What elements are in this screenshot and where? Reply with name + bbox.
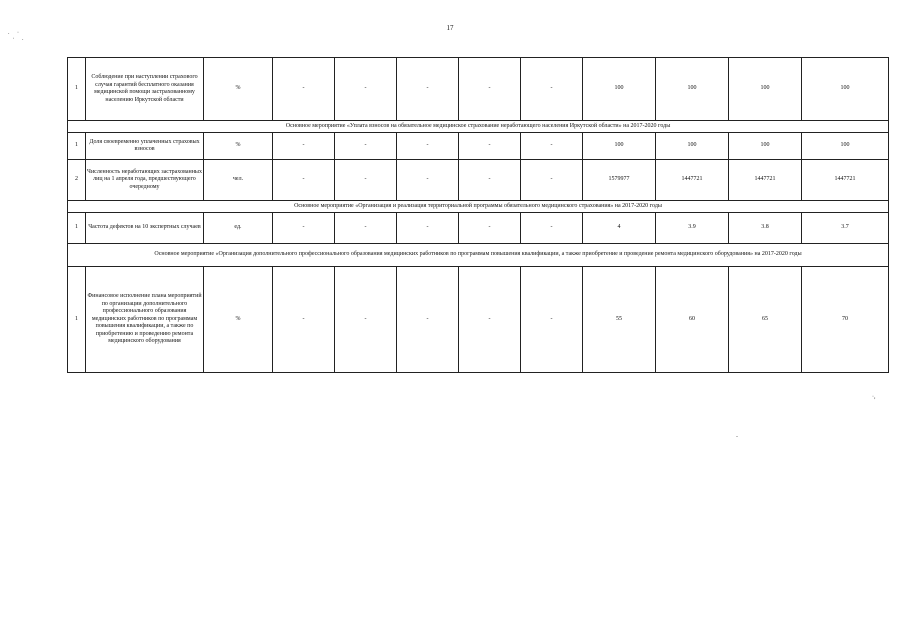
unit-cell: ед. xyxy=(204,213,273,244)
value-cell: 70 xyxy=(802,267,889,373)
value-cell: - xyxy=(397,160,459,201)
section-title: Основное мероприятие «Организация дополнительного профессионального образования медицинских работников по программам повышения квалификации, а также приобретение и проведение ремонта медицинского оборудования» на 2017-2020 годы xyxy=(68,244,889,267)
value-cell: - xyxy=(273,267,335,373)
section-row xyxy=(68,244,889,267)
value-cell: - xyxy=(459,160,521,201)
indicator-name: Соблюдение при наступлении страхового случая гарантий бесплатного оказания медицинской помощи застрахованному населению Иркутской области xyxy=(86,58,204,121)
value-cell: 1447721 xyxy=(802,160,889,201)
value-cell: - xyxy=(459,133,521,160)
value-cell: 1447721 xyxy=(729,160,802,201)
value-cell: - xyxy=(335,267,397,373)
value-cell: - xyxy=(335,160,397,201)
value-cell: - xyxy=(335,213,397,244)
section-title: Основное мероприятие «Уплата взносов на обязательное медицинское страхование неработающего населения Иркутской области» на 2017-2020 годы xyxy=(68,121,889,133)
value-cell: - xyxy=(273,133,335,160)
unit-cell: чел. xyxy=(204,160,273,201)
value-cell: 3.8 xyxy=(729,213,802,244)
value-cell: 100 xyxy=(802,58,889,121)
value-cell: - xyxy=(273,58,335,121)
scan-dash: - xyxy=(736,434,738,440)
value-cell: - xyxy=(459,213,521,244)
value-cell: - xyxy=(521,267,583,373)
value-cell: 100 xyxy=(583,133,656,160)
indicator-name: Финансовое исполнение плана мероприятий по организации дополнительного профессионального образования медицинских работников по программам повышения квалификации, а также по приобретению и проведению ремонта медицинского оборудования xyxy=(86,267,204,373)
value-cell: 100 xyxy=(729,133,802,160)
table-row xyxy=(68,213,889,244)
value-cell: 65 xyxy=(729,267,802,373)
value-cell: 3.7 xyxy=(802,213,889,244)
indicator-name: Частота дефектов на 10 экспертных случаев xyxy=(86,213,204,244)
value-cell: - xyxy=(273,160,335,201)
scan-mark: ·, xyxy=(872,394,876,400)
value-cell: - xyxy=(335,133,397,160)
table-row xyxy=(68,58,889,121)
value-cell: 3.9 xyxy=(656,213,729,244)
value-cell: - xyxy=(459,267,521,373)
unit-cell: % xyxy=(204,58,273,121)
value-cell: 100 xyxy=(656,133,729,160)
value-cell: 100 xyxy=(729,58,802,121)
table-row xyxy=(68,267,889,373)
section-row xyxy=(68,201,889,213)
value-cell: - xyxy=(397,213,459,244)
value-cell: - xyxy=(273,213,335,244)
value-cell: - xyxy=(521,58,583,121)
table-row xyxy=(68,133,889,160)
value-cell: 100 xyxy=(802,133,889,160)
row-number: 1 xyxy=(68,58,86,121)
page-number: 17 xyxy=(446,24,454,32)
value-cell: 60 xyxy=(656,267,729,373)
value-cell: 1447721 xyxy=(656,160,729,201)
section-row xyxy=(68,121,889,133)
section-title: Основное мероприятие «Организация и реализация территориальной программы обязательного медицинского страхования» на 2017-2020 годы xyxy=(68,201,889,213)
row-number: 1 xyxy=(68,133,86,160)
value-cell: - xyxy=(397,133,459,160)
row-number: 1 xyxy=(68,267,86,373)
value-cell: - xyxy=(521,213,583,244)
value-cell: 55 xyxy=(583,267,656,373)
row-number: 1 xyxy=(68,213,86,244)
value-cell: 100 xyxy=(583,58,656,121)
value-cell: 100 xyxy=(656,58,729,121)
value-cell: - xyxy=(521,160,583,201)
value-cell: - xyxy=(335,58,397,121)
indicator-name: Доля своевременно уплаченных страховых взносов xyxy=(86,133,204,160)
unit-cell: % xyxy=(204,267,273,373)
indicators-table xyxy=(67,57,889,373)
value-cell: - xyxy=(521,133,583,160)
scan-specks: . · · . xyxy=(8,30,27,42)
row-number: 2 xyxy=(68,160,86,201)
value-cell: 4 xyxy=(583,213,656,244)
value-cell: - xyxy=(459,58,521,121)
value-cell: - xyxy=(397,58,459,121)
indicator-name: Численность неработающих застрахованных лиц на 1 апреля года, предшествующего очередному xyxy=(86,160,204,201)
unit-cell: % xyxy=(204,133,273,160)
value-cell: 1579977 xyxy=(583,160,656,201)
value-cell: - xyxy=(397,267,459,373)
table-row xyxy=(68,160,889,201)
